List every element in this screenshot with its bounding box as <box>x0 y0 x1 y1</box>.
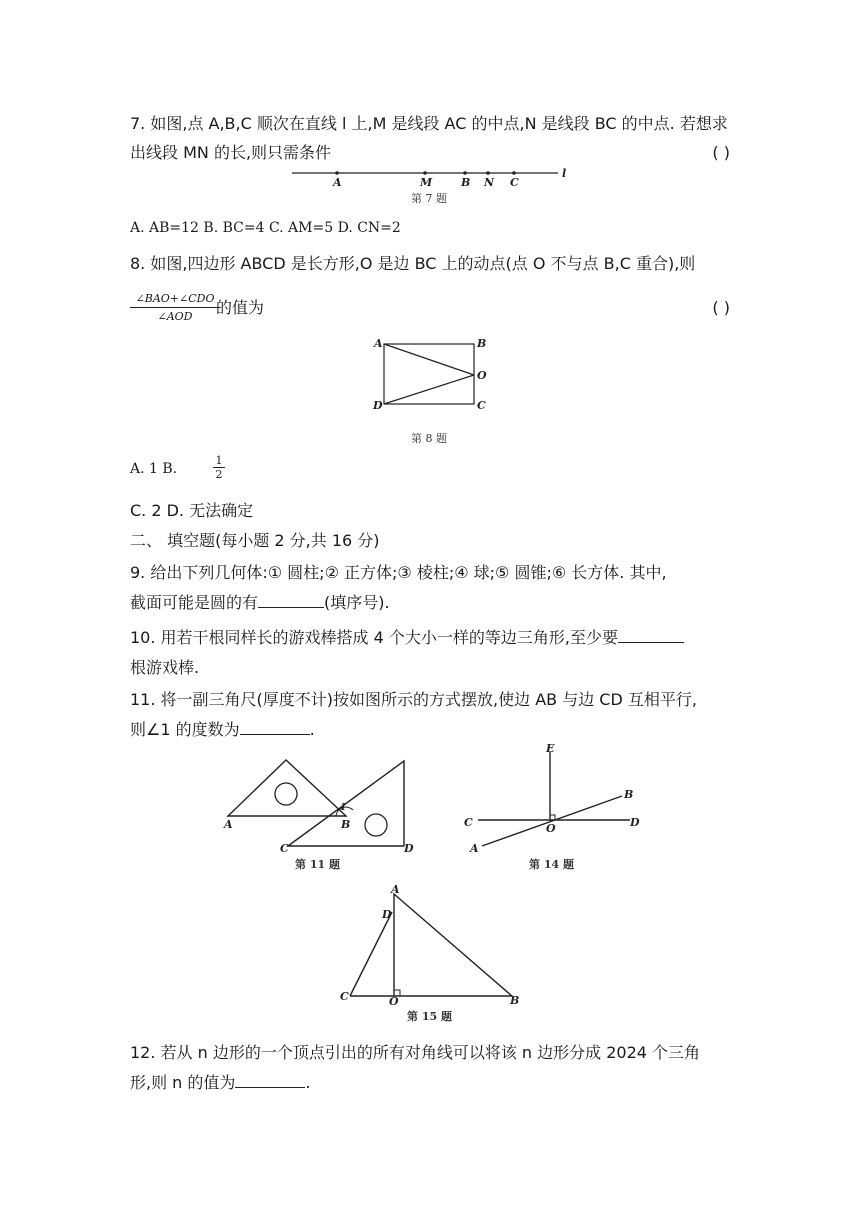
q8-half-fraction <box>213 454 225 481</box>
q11-stem-line1: 11. 将一副三角尺(厚度不计)按如图所示的方式摆放,使边 AB 与边 CD 互相平行, <box>130 690 697 709</box>
q7-stem-line2: 出线段 MN 的长,则只需条件 <box>130 143 332 162</box>
q7-label-n: N <box>484 176 495 189</box>
q11-text-b: . <box>309 720 315 739</box>
q7-label-m: M <box>420 176 433 189</box>
fig11-label-d: D <box>404 842 414 855</box>
q8-stem-line1: 8. 如图,四边形 ABCD 是长方形,O 是边 BC 上的动点(点 O 不与点 B,C 重合),则 <box>130 254 696 273</box>
q8-half-numerator: 1 <box>213 454 225 468</box>
q7-caption: 第 7 题 <box>411 192 447 205</box>
q8-options-line2: C. 2 D. 无法确定 <box>130 501 254 520</box>
fig15-label-a: A <box>391 883 400 896</box>
q8-label-o: O <box>477 369 487 382</box>
q10-stem-line2: 根游戏棒. <box>130 658 200 677</box>
fig14-label-c: C <box>464 816 473 829</box>
q12-stem-line1: 12. 若从 n 边形的一个顶点引出的所有对角线可以将该 n 边形分成 2024 个三角 <box>130 1043 701 1062</box>
q9-answer-blank[interactable] <box>258 591 324 608</box>
q8-label-a: A <box>374 337 383 350</box>
q8-fraction <box>130 292 220 323</box>
q8-answer-paren: ( ) <box>712 298 730 317</box>
fig14-caption: 第 14 题 <box>529 858 574 871</box>
q7-figure <box>290 166 580 190</box>
q8-figure <box>370 334 500 414</box>
q8-stem-line2: 的值为 <box>216 298 265 317</box>
q7-label-l: l <box>562 167 567 180</box>
fig14-label-a: A <box>470 842 479 855</box>
fig15-label-d: D <box>382 908 392 921</box>
q7-stem-line1: 7. 如图,点 A,B,C 顺次在直线 l 上,M 是线段 AC 的中点,N 是线段 BC 的中点. 若想求 <box>130 114 728 133</box>
q8-label-d: D <box>373 399 383 412</box>
fig14-label-o: O <box>546 822 556 835</box>
q11-stem-line2 <box>130 718 315 742</box>
q12-stem-line2 <box>130 1071 311 1095</box>
fig14-label-b: B <box>624 788 634 801</box>
q11-answer-blank[interactable] <box>240 718 310 735</box>
q8-fraction-numerator: ∠BAO+∠CDO <box>130 292 220 308</box>
q10-text: 10. 用若干根同样长的游戏棒搭成 4 个大小一样的等边三角形,至少要 <box>130 628 618 647</box>
q9-text-a: 截面可能是圆的有 <box>130 593 259 612</box>
section-heading: 二、 填空题(每小题 2 分,共 16 分) <box>130 531 380 550</box>
q10-answer-blank[interactable] <box>618 626 684 643</box>
fig14-lines <box>460 740 650 855</box>
q8-options-line1: A. 1 B. <box>130 461 178 477</box>
q9-text-b: (填序号). <box>324 593 390 612</box>
fig11-triangle-rulers <box>220 748 420 860</box>
q10-stem-line1 <box>130 626 684 650</box>
fig15-label-o: O <box>389 995 399 1005</box>
q7-label-a: A <box>333 176 342 189</box>
fig11-label-a: A <box>224 818 233 831</box>
q12-text-b: . <box>305 1073 311 1092</box>
fig15-label-b: B <box>510 994 520 1005</box>
fig15-triangles <box>336 880 526 1005</box>
q8-label-b: B <box>477 337 487 350</box>
q9-stem-line1: 9. 给出下列几何体:① 圆柱;② 正方体;③ 棱柱;④ 球;⑤ 圆锥;⑥ 长方体. 其中, <box>130 563 667 582</box>
fig15-label-c: C <box>340 990 349 1003</box>
q7-label-c: C <box>510 176 519 189</box>
q8-fraction-denominator: ∠AOD <box>157 310 193 323</box>
fig11-label-c: C <box>280 842 289 855</box>
q8-label-c: C <box>477 399 486 412</box>
fig11-caption: 第 11 题 <box>295 858 340 871</box>
q12-answer-blank[interactable] <box>235 1071 305 1088</box>
q12-text-a: 形,则 n 的值为 <box>130 1073 236 1092</box>
q11-text-a: 则∠1 的度数为 <box>130 720 240 739</box>
q7-label-b: B <box>461 176 471 189</box>
fig14-label-e: E <box>546 742 555 755</box>
q7-options: A. AB=12 B. BC=4 C. AM=5 D. CN=2 <box>130 220 401 236</box>
fig11-label-b: B <box>341 818 351 831</box>
fig11-label-1: 1 <box>340 803 347 813</box>
q9-stem-line2 <box>130 591 390 615</box>
q8-half-denominator: 2 <box>215 468 223 481</box>
fig14-label-d: D <box>630 816 640 829</box>
fig15-caption: 第 15 题 <box>407 1010 452 1023</box>
q7-answer-paren: ( ) <box>712 143 730 162</box>
q8-caption: 第 8 题 <box>411 432 447 445</box>
